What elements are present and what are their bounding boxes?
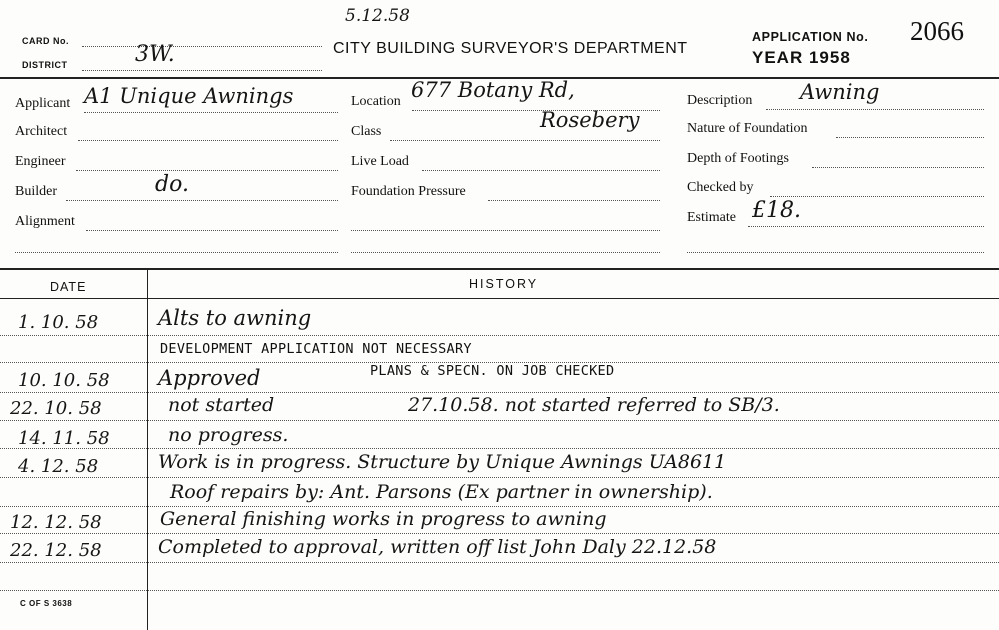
class-label: Class — [351, 124, 382, 139]
column3-bottom-line — [687, 252, 984, 253]
card-no-label: CARD No. — [22, 36, 69, 46]
form-code: C OF S 3638 — [20, 599, 73, 608]
history-entry: Approved — [158, 366, 261, 390]
ruled-line — [0, 562, 999, 563]
history-entry: General finishing works in progress to awning — [160, 508, 607, 530]
nature-of-foundation-label: Nature of Foundation — [687, 121, 808, 136]
alignment-line — [86, 230, 338, 231]
stamp-date: 5.12.58 — [345, 6, 410, 26]
department-title: CITY BUILDING SURVEYOR'S DEPARTMENT — [333, 40, 688, 57]
district-line — [82, 70, 322, 71]
depth-of-footings-line — [812, 167, 984, 168]
applicant-value: A1 Unique Awnings — [84, 84, 294, 108]
history-header-divider — [0, 298, 999, 299]
estimate-label: Estimate — [687, 210, 736, 225]
history-entry: Completed to approval, written off list John Daly 22.12.58 — [158, 536, 717, 558]
location-line — [412, 110, 660, 111]
year-label: YEAR 1958 — [752, 48, 851, 67]
column2-line-5 — [351, 230, 660, 231]
application-label: APPLICATION No. — [752, 30, 869, 44]
applicant-label: Applicant — [15, 96, 71, 111]
builder-value: do. — [155, 172, 189, 197]
history-date: 12. 12. 58 — [10, 512, 102, 533]
district-label: DISTRICT — [22, 60, 68, 70]
history-date: 10. 10. 58 — [18, 370, 110, 391]
live-load-line — [422, 170, 660, 171]
date-column-header: DATE — [50, 280, 87, 294]
checked-by-label: Checked by — [687, 180, 754, 195]
foundation-pressure-label: Foundation Pressure — [351, 184, 466, 199]
history-entry: Work is in progress. Structure by Unique Awnings UA8611 — [158, 451, 727, 473]
ruled-line — [0, 335, 999, 336]
applicant-line — [84, 112, 338, 113]
description-line — [766, 109, 984, 110]
history-entry: no progress. — [168, 424, 289, 446]
column2-bottom-line — [351, 252, 660, 253]
history-date: 1. 10. 58 — [18, 312, 99, 333]
engineer-line — [76, 170, 338, 171]
application-number: 2066 — [910, 16, 964, 46]
history-entry: 27.10.58. not started referred to SB/3. — [408, 394, 780, 416]
history-stamp: DEVELOPMENT APPLICATION NOT NECESSARY — [160, 341, 472, 357]
estimate-value: £18. — [752, 198, 801, 223]
builder-label: Builder — [15, 184, 57, 199]
column1-bottom-line — [15, 252, 338, 253]
history-column-header: HISTORY — [469, 277, 539, 291]
alignment-label: Alignment — [15, 214, 75, 229]
live-load-label: Live Load — [351, 154, 409, 169]
class-line — [390, 140, 660, 141]
location-label: Location — [351, 94, 401, 109]
history-entry: Roof repairs by: Ant. Parsons (Ex partner in ownership). — [170, 481, 713, 503]
history-entry: not started — [168, 394, 275, 416]
location-value-line2: Rosebery — [540, 108, 640, 132]
description-label: Description — [687, 93, 753, 108]
depth-of-footings-label: Depth of Footings — [687, 151, 789, 166]
ruled-line — [0, 506, 999, 507]
nature-of-foundation-line — [836, 137, 984, 138]
ruled-line — [0, 448, 999, 449]
history-date: 22. 12. 58 — [10, 540, 102, 561]
district-value: 3W. — [135, 42, 175, 67]
history-date: 14. 11. 58 — [18, 428, 110, 449]
ruled-line — [0, 533, 999, 534]
history-top-divider — [0, 268, 999, 270]
checked-by-line — [770, 196, 984, 197]
history-stamp: PLANS & SPECN. ON JOB CHECKED — [370, 363, 615, 379]
estimate-line — [748, 226, 984, 227]
ruled-line — [0, 420, 999, 421]
date-column-divider — [147, 268, 148, 630]
ruled-line — [0, 392, 999, 393]
history-entry: Alts to awning — [158, 306, 312, 330]
description-value: Awning — [800, 80, 880, 104]
card-no-line — [82, 46, 322, 47]
architect-label: Architect — [15, 124, 68, 139]
location-value-line1: 677 Botany Rd, — [411, 78, 575, 102]
foundation-pressure-line — [488, 200, 660, 201]
history-date: 22. 10. 58 — [10, 398, 102, 419]
history-date: 4. 12. 58 — [18, 456, 99, 477]
ruled-line — [0, 477, 999, 478]
engineer-label: Engineer — [15, 154, 66, 169]
builder-line — [66, 200, 338, 201]
architect-line — [78, 140, 338, 141]
ruled-line — [0, 590, 999, 591]
